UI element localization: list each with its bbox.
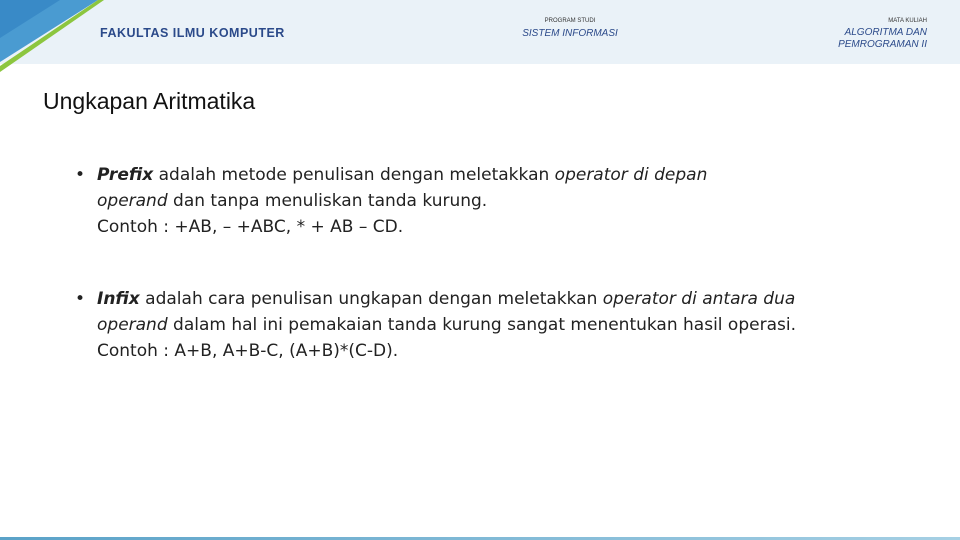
bullet-example: Contoh : +AB, – +ABC, * + AB – CD.	[97, 217, 404, 237]
course-value-line1: ALGORITMA DAN	[844, 27, 927, 38]
program-label: PROGRAM STUDI	[544, 18, 596, 24]
bullet-prefix	[75, 162, 917, 240]
corner-decoration	[0, 0, 110, 80]
bullet-text: dan tanpa menuliskan tanda kurung.	[167, 191, 488, 211]
bullet-emphasis: operator di depan	[554, 165, 708, 185]
faculty-name: FAKULTAS ILMU KOMPUTER	[100, 26, 285, 40]
slide-title: Ungkapan Aritmatika	[43, 88, 256, 114]
bullet-text: adalah metode penulisan dengan meletakkan	[153, 165, 555, 185]
bullet-line	[97, 188, 917, 214]
course-label: MATA KULIAH	[888, 18, 927, 24]
term-prefix: Prefix	[97, 165, 154, 185]
course-value-line2: PEMROGRAMAN II	[838, 39, 927, 50]
bullet-dot: •	[75, 165, 86, 185]
bullet-emphasis: operand	[97, 191, 168, 211]
bullet-line	[97, 286, 917, 312]
term-infix: Infix	[97, 289, 140, 309]
bullet-text: adalah cara penulisan ungkapan dengan meletakkan	[139, 289, 603, 309]
bullet-line	[97, 312, 917, 338]
bullet-example: Contoh : A+B, A+B-C, (A+B)*(C-D).	[97, 341, 399, 361]
bullet-emphasis: operator di antara dua	[602, 289, 796, 309]
bullet-dot: •	[75, 289, 86, 309]
bullet-infix	[75, 286, 917, 364]
bullet-emphasis: operand	[97, 315, 168, 335]
course-value	[787, 27, 927, 51]
bullet-text: dalam hal ini pemakaian tanda kurung sangat menentukan hasil operasi.	[167, 315, 796, 335]
bullet-line	[97, 162, 917, 188]
program-value: SISTEM INFORMASI	[522, 28, 618, 39]
